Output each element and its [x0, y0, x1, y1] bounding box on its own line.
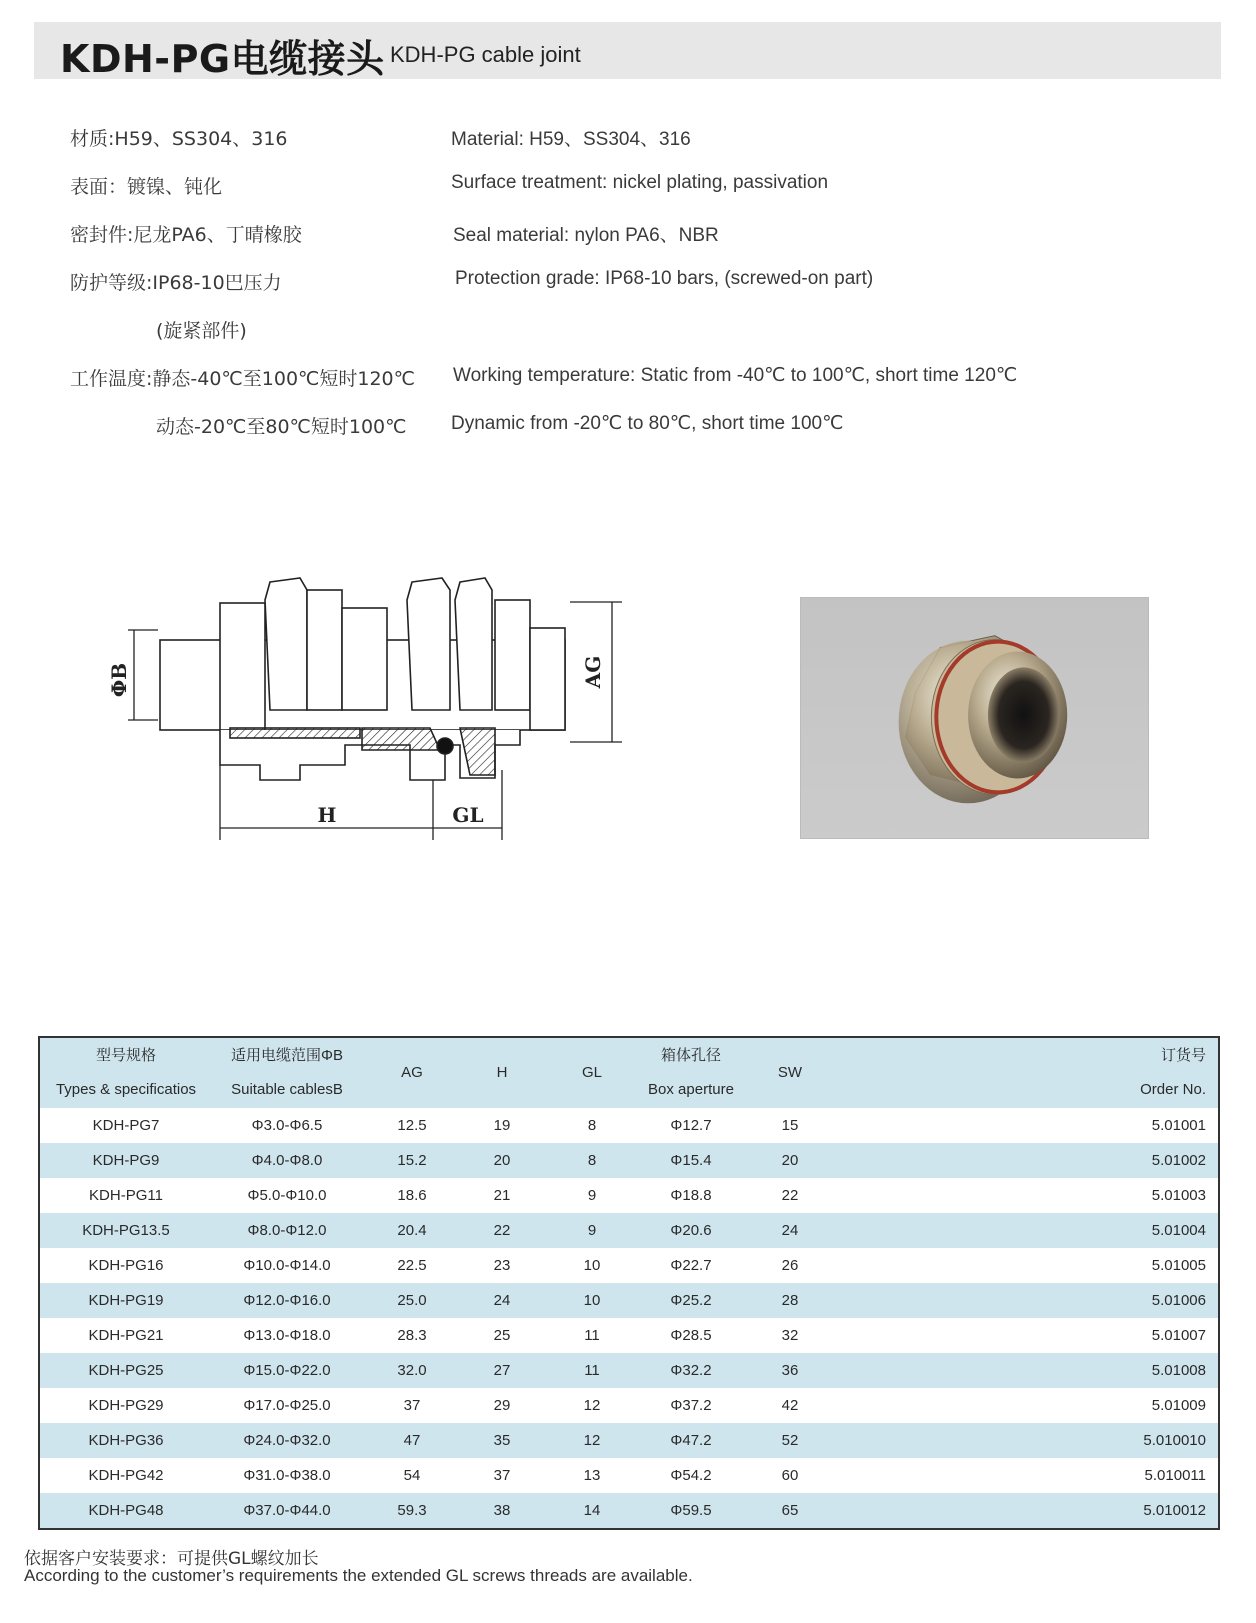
cell-ag: 12.5 [397, 1117, 427, 1134]
cell-type: KDH-PG19 [39, 1283, 212, 1318]
cell-order: 5.010011 [1144, 1467, 1206, 1484]
spec-temp-dynamic-cn: 动态-20℃至80℃短时100℃ [156, 416, 407, 438]
cell-ag: 22.5 [397, 1257, 427, 1274]
product-photo [800, 597, 1149, 839]
cell-box: Φ59.5 [642, 1493, 740, 1529]
cell-h: 29 [493, 1397, 511, 1414]
cell-gl: 13 [583, 1467, 601, 1484]
cell-type: KDH-PG7 [92, 1117, 160, 1134]
label-AG: AG [581, 655, 605, 689]
cell-gl: 12 [583, 1397, 601, 1414]
label-H: H [317, 803, 337, 827]
cell-sw: 52 [740, 1423, 840, 1458]
cell-ag: 20.4 [362, 1213, 462, 1248]
cell-ag: 25.0 [362, 1283, 462, 1318]
cell-ag: 18.6 [397, 1187, 427, 1204]
header-cable-cn: 适用电缆范围ΦB [231, 1047, 343, 1064]
header-gl: GL [542, 1037, 642, 1108]
cell-order: 5.010010 [840, 1423, 1219, 1458]
cell-sw: 22 [781, 1187, 799, 1204]
cell-sw: 42 [781, 1397, 799, 1414]
cell-gl: 11 [542, 1353, 642, 1388]
header-cable-en: Suitable cablesB [231, 1081, 343, 1098]
cell-order: 5.01007 [1151, 1327, 1206, 1344]
title-band [34, 22, 1221, 79]
cell-sw: 26 [781, 1257, 799, 1274]
cell-type: KDH-PG9 [39, 1143, 212, 1178]
cell-type: KDH-PG48 [39, 1493, 212, 1529]
cell-sw: 65 [740, 1493, 840, 1529]
cell-box: Φ47.2 [642, 1423, 740, 1458]
cell-type: KDH-PG13.5 [39, 1213, 212, 1248]
cell-box: Φ22.7 [670, 1257, 712, 1274]
cell-box: Φ12.7 [670, 1117, 712, 1134]
cell-type: KDH-PG25 [39, 1353, 212, 1388]
label-GL: GL [452, 803, 484, 827]
cell-gl: 8 [542, 1143, 642, 1178]
header-box-en: Box aperture [648, 1081, 734, 1098]
cell-sw: 15 [781, 1117, 799, 1134]
cable-gland-photo-svg [801, 598, 1148, 838]
cell-cable: Φ31.0-Φ38.0 [243, 1467, 331, 1484]
cell-sw: 28 [740, 1283, 840, 1318]
cell-type: KDH-PG36 [39, 1423, 212, 1458]
spec-temp-dynamic-en: Dynamic from -20℃ to 80℃, short time 100℃ [451, 413, 844, 434]
cell-ag: 59.3 [362, 1493, 462, 1529]
cell-h: 35 [462, 1423, 542, 1458]
footnote-en: According to the customer’s requirements the extended GL screws threads are available. [24, 1566, 693, 1585]
cell-h: 25 [493, 1327, 511, 1344]
header-order [840, 1037, 1219, 1108]
spec-material-en: Material: H59、SS304、316 [451, 129, 691, 150]
cell-order: 5.01003 [1151, 1187, 1206, 1204]
cell-box: Φ54.2 [670, 1467, 712, 1484]
cell-cable: Φ13.0-Φ18.0 [243, 1327, 331, 1344]
cell-box: Φ15.4 [642, 1143, 740, 1178]
cell-sw: 32 [781, 1327, 799, 1344]
cell-order: 5.01008 [840, 1353, 1219, 1388]
cell-h: 22 [462, 1213, 542, 1248]
cell-order: 5.01005 [1151, 1257, 1206, 1274]
cell-ag: 15.2 [362, 1143, 462, 1178]
header-h: H [462, 1037, 542, 1108]
header-ag: AG [362, 1037, 462, 1108]
cell-h: 19 [493, 1117, 511, 1134]
spec-table [38, 1036, 1220, 1530]
cell-order: 5.01002 [840, 1143, 1219, 1178]
cell-ag: 37 [403, 1397, 421, 1414]
spec-protection-cn: 防护等级:IP68-10巴压力 [70, 272, 282, 294]
spec-protection-note-cn: (旋紧部件) [156, 320, 247, 342]
cell-sw: 24 [740, 1213, 840, 1248]
header-sw: SW [740, 1037, 840, 1108]
spec-temp-static-en: Working temperature: Static from -40℃ to 100℃, short time 120℃ [453, 365, 1018, 386]
table-row [39, 1388, 1219, 1423]
spec-material-cn: 材质:H59、SS304、316 [70, 128, 288, 150]
table-row [39, 1493, 1219, 1529]
table-row [39, 1318, 1219, 1353]
cell-sw: 60 [781, 1467, 799, 1484]
cell-box: Φ32.2 [642, 1353, 740, 1388]
cell-sw: 36 [740, 1353, 840, 1388]
spec-seal-en: Seal material: nylon PA6、NBR [453, 225, 719, 246]
spec-temp-static-cn: 工作温度:静态-40℃至100℃短时120℃ [70, 368, 415, 390]
table-row [39, 1458, 1219, 1493]
cell-type: KDH-PG11 [89, 1187, 163, 1204]
cell-h: 20 [462, 1143, 542, 1178]
header-type-cn: 型号规格 [95, 1047, 156, 1064]
cell-gl: 9 [542, 1213, 642, 1248]
cell-gl: 14 [542, 1493, 642, 1529]
cell-gl: 10 [542, 1283, 642, 1318]
cell-h: 21 [493, 1187, 511, 1204]
cell-h: 38 [462, 1493, 542, 1529]
cell-box: Φ18.8 [670, 1187, 712, 1204]
cell-type: KDH-PG42 [88, 1467, 164, 1484]
cell-h: 27 [462, 1353, 542, 1388]
table-row [39, 1108, 1219, 1143]
table-row [39, 1143, 1219, 1178]
cell-cable: Φ15.0-Φ22.0 [212, 1353, 362, 1388]
header-type [39, 1037, 212, 1108]
cell-box: Φ28.5 [670, 1327, 712, 1344]
cell-cable: Φ24.0-Φ32.0 [212, 1423, 362, 1458]
cell-h: 24 [462, 1283, 542, 1318]
cell-box: Φ25.2 [642, 1283, 740, 1318]
cell-box: Φ37.2 [670, 1397, 712, 1414]
cell-sw: 20 [740, 1143, 840, 1178]
table-row [39, 1248, 1219, 1283]
cell-ag: 28.3 [397, 1327, 427, 1344]
cable-gland-drawing [100, 560, 660, 880]
cell-gl: 12 [542, 1423, 642, 1458]
header-type-en: Types & specificatios [55, 1081, 197, 1098]
label-phiB: ΦB [107, 662, 131, 698]
table-row [39, 1423, 1219, 1458]
cell-ag: 47 [362, 1423, 462, 1458]
table-row [39, 1213, 1219, 1248]
cell-order: 5.01001 [1151, 1117, 1206, 1134]
cell-type: KDH-PG29 [88, 1397, 164, 1414]
page-subtitle: KDH-PG cable joint [390, 42, 581, 67]
header-order-en: Order No. [1140, 1081, 1206, 1098]
cell-gl: 10 [583, 1257, 601, 1274]
table-row [39, 1178, 1219, 1213]
cell-h: 37 [493, 1467, 511, 1484]
cell-cable: Φ10.0-Φ14.0 [243, 1257, 331, 1274]
cell-ag: 54 [403, 1467, 421, 1484]
cell-gl: 8 [587, 1117, 597, 1134]
cell-type: KDH-PG16 [88, 1257, 164, 1274]
cell-cable: Φ4.0-Φ8.0 [212, 1143, 362, 1178]
cell-ag: 32.0 [362, 1353, 462, 1388]
cell-h: 23 [493, 1257, 511, 1274]
table-row [39, 1353, 1219, 1388]
table-row [39, 1283, 1219, 1318]
table-header-row [39, 1037, 1219, 1108]
cell-order: 5.01006 [840, 1283, 1219, 1318]
cell-cable: Φ5.0-Φ10.0 [247, 1187, 327, 1204]
cell-order: 5.01009 [1151, 1397, 1206, 1414]
cell-cable: Φ37.0-Φ44.0 [212, 1493, 362, 1529]
cell-gl: 9 [587, 1187, 597, 1204]
table-body [39, 1108, 1219, 1529]
cell-order: 5.010012 [840, 1493, 1219, 1529]
cell-cable: Φ17.0-Φ25.0 [243, 1397, 331, 1414]
spec-surface-cn: 表面：镀镍、钝化 [70, 176, 223, 198]
footnote-cn: 依据客户安装要求：可提供GL螺纹加长 [24, 1549, 319, 1569]
cell-type: KDH-PG21 [88, 1327, 164, 1344]
page-title: KDH-PG电缆接头 [60, 37, 385, 81]
cell-gl: 11 [584, 1327, 600, 1344]
cell-cable: Φ3.0-Φ6.5 [251, 1117, 323, 1134]
spec-surface-en: Surface treatment: nickel plating, passivation [451, 172, 829, 193]
cell-box: Φ20.6 [642, 1213, 740, 1248]
cell-cable: Φ12.0-Φ16.0 [212, 1283, 362, 1318]
spec-seal-cn: 密封件:尼龙PA6、丁晴橡胶 [70, 224, 302, 246]
header-box-cn: 箱体孔径 [660, 1047, 721, 1064]
header-box [642, 1037, 740, 1108]
spec-protection-en: Protection grade: IP68-10 bars, (screwed-on part) [455, 268, 874, 289]
cell-cable: Φ8.0-Φ12.0 [212, 1213, 362, 1248]
header-order-cn: 订货号 [1160, 1047, 1206, 1064]
header-cable [212, 1037, 362, 1108]
drawing-svg [100, 560, 660, 880]
cell-order: 5.01004 [840, 1213, 1219, 1248]
